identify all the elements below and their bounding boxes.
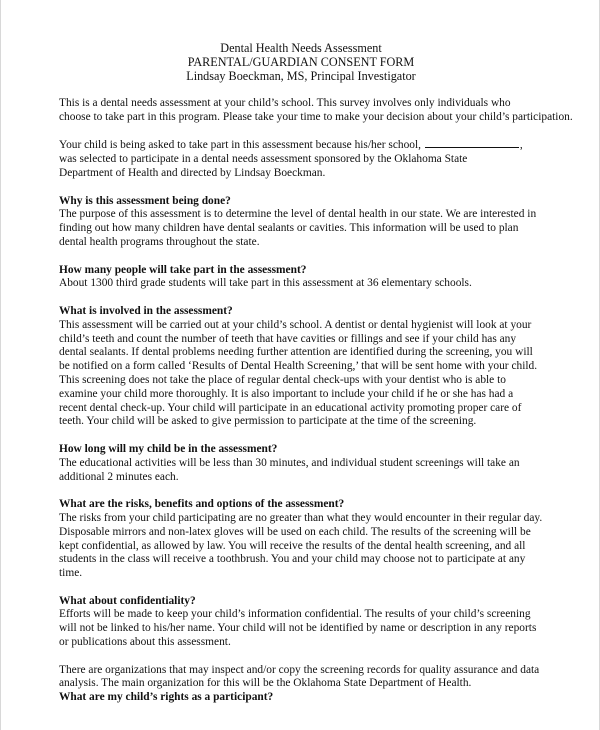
section-heading: How many people will take part in the assessment?	[59, 263, 307, 276]
text-line: will not be linked to his/her name. Your child will not be identified by name or description in any reports	[59, 622, 537, 635]
document-header	[59, 41, 543, 83]
text-line: time.	[59, 567, 83, 580]
text-line: teeth. Your child will be asked to give permission to participate at the time of the screening.	[59, 415, 477, 428]
text-line: This screening does not take the place of regular dental check-ups with your dentist who is able to	[59, 373, 506, 386]
text-line: There are organizations that may inspect and/or copy the screening records for quality assurance and data	[59, 663, 540, 676]
text-line	[59, 138, 543, 153]
principal-investigator: Lindsay Boeckman, MS, Principal Investigator	[186, 69, 416, 83]
section-heading: What are the risks, benefits and options of the assessment?	[59, 498, 345, 511]
text-line: child’s teeth and count the number of teeth that have cavities or fillings and see if your child has any	[59, 332, 517, 345]
organizations-paragraph	[59, 664, 543, 705]
document-title: Dental Health Needs Assessment	[220, 41, 382, 55]
why-section	[59, 195, 543, 250]
risks-section	[59, 498, 543, 581]
text-line: Disposable mirrors and non-latex gloves will be used on each child. The results of the screening will be	[59, 525, 531, 538]
text-line: or publications about this assessment.	[59, 636, 231, 649]
text-line: This is a dental needs assessment at your child’s school. This survey involves only individuals who	[59, 97, 511, 109]
text-line: analysis. The main organization for this will be the Oklahoma State Department of Health.	[59, 677, 472, 690]
text-line: students in the class will receive a toothbrush. You and your child may choose not to participate at any	[59, 553, 526, 566]
school-line-comma: ,	[519, 139, 523, 152]
text-line: This assessment will be carried out at your child’s school. A dentist or dental hygienist will look at your	[59, 318, 532, 331]
text-line: be notified on a form called ‘Results of Dental Health Screening,’ that will be sent home with your child.	[59, 360, 538, 373]
school-line-text: Your child is being asked to take part in this assessment because his/her school,	[59, 139, 422, 152]
section-heading: Why is this assessment being done?	[59, 194, 231, 207]
involved-section	[59, 305, 543, 429]
section-heading: What is involved in the assessment?	[59, 304, 233, 317]
school-paragraph	[59, 138, 543, 180]
section-heading: What about confidentiality?	[59, 594, 196, 607]
text-line: additional 2 minutes each.	[59, 470, 179, 483]
text-line: recent dental check-up. Your child will participate in an educational activity promoting proper care of	[59, 401, 522, 414]
form-name: PARENTAL/GUARDIAN CONSENT FORM	[187, 55, 415, 69]
how-many-section	[59, 264, 543, 292]
text-line: The purpose of this assessment is to determine the level of dental health in our state. We are interested in	[59, 208, 537, 221]
text-line: Efforts will be made to keep your child’s information confidential. The results of your child’s screening	[59, 608, 531, 621]
text-line: Department of Health and directed by Lindsay Boeckman.	[59, 166, 326, 179]
text-line: choose to take part in this program. Please take your time to make your decision about your child’s participation.	[59, 110, 573, 123]
intro-paragraph	[59, 97, 573, 125]
how-long-section	[59, 443, 543, 484]
text-line: finding out how many children have dental sealants or cavities. This information will be used to plan	[59, 222, 519, 235]
school-name-blank[interactable]	[425, 138, 519, 148]
section-heading: What are my child’s rights as a participant?	[59, 691, 274, 704]
text-line: kept confidential, as allowed by law. You will receive the results of the dental health screening, and all	[59, 539, 526, 552]
text-line: The educational activities will be less than 30 minutes, and individual student screenings will take an	[59, 456, 520, 469]
text-line: The risks from your child participating are no greater than what they would encounter in their regular day.	[59, 511, 543, 524]
text-line: dental health programs throughout the state.	[59, 235, 260, 248]
text-line: was selected to participate in a dental needs assessment sponsored by the Oklahoma State	[59, 153, 468, 166]
text-line: dental sealants. If dental problems needing further attention are identified during the screening, you will	[59, 346, 533, 359]
confidentiality-section	[59, 595, 543, 650]
text-line: examine your child more thoroughly. It is also important to include your child if he or she has had a	[59, 387, 514, 400]
text-line: About 1300 third grade students will take part in this assessment at 36 elementary schools.	[59, 277, 472, 290]
section-heading: How long will my child be in the assessment?	[59, 442, 278, 455]
